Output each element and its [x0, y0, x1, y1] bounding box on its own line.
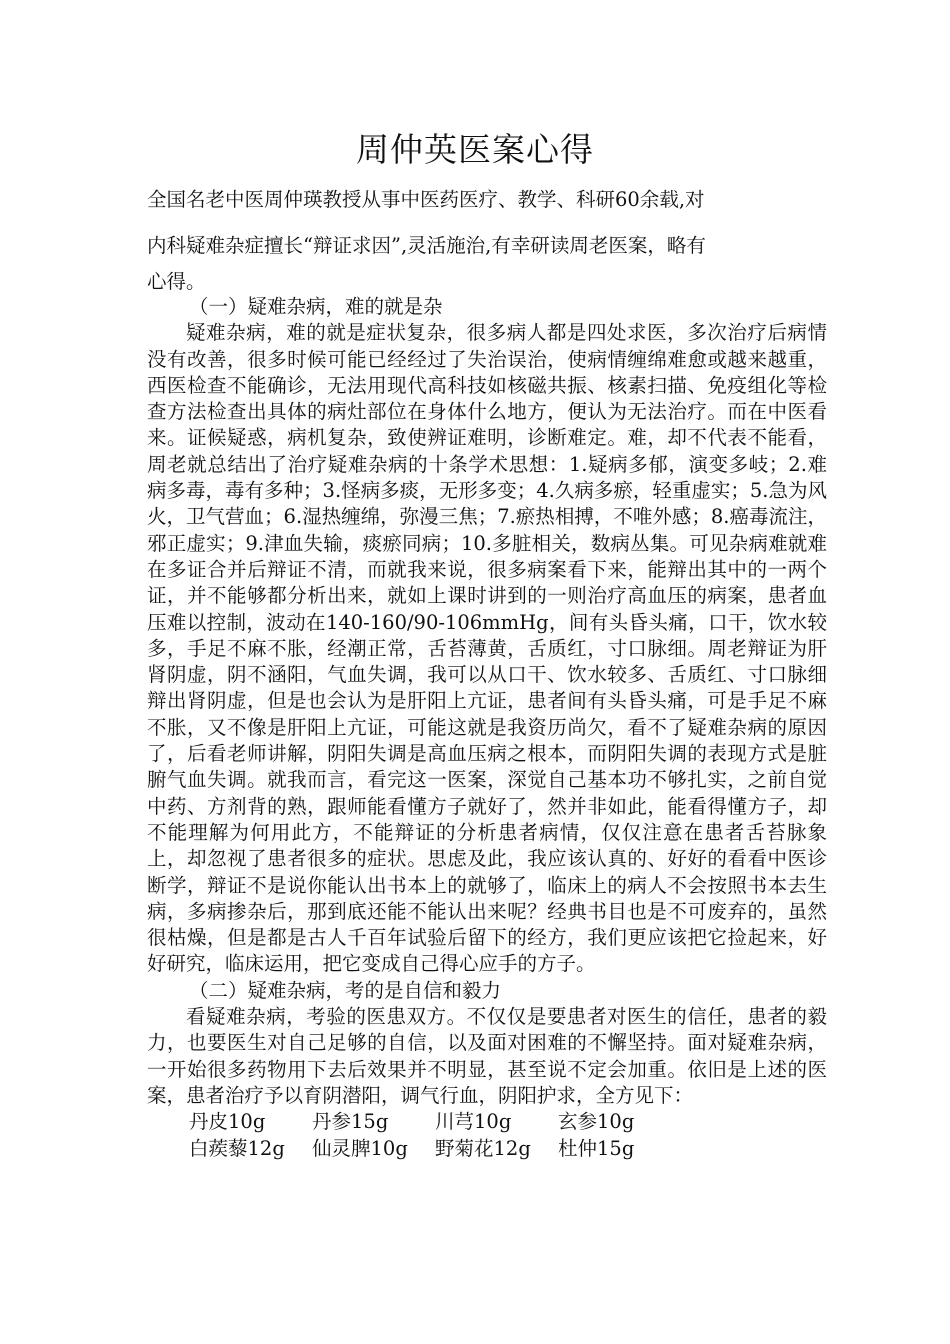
- herb-item: 野菊花12g: [435, 1136, 531, 1160]
- herb-item: 杜仲15g: [558, 1136, 635, 1160]
- intro-line-2: 内科疑难杂症擅长“辩证求因”,灵活施治,有幸研读周老医案，略有: [147, 234, 706, 257]
- herb-item: 丹皮10g: [189, 1110, 266, 1134]
- herb-item: 玄参10g: [558, 1110, 635, 1134]
- document-body: [147, 294, 827, 1162]
- herb-item: 仙灵脾10g: [312, 1136, 408, 1160]
- herb-row: [147, 1109, 827, 1135]
- herb-item: 白蒺藜12g: [189, 1136, 285, 1160]
- herb-row: [147, 1136, 827, 1162]
- section-2-paragraph: 看疑难杂病，考验的医患双方。不仅仅是要患者对医生的信任，患者的毅力，也要医生对自己足够的自信，以及面对困难的不懈坚持。面对疑难杂病，一开始很多药物用下去后效果并不明显，甚至说不定会加重。依旧是上述的医案，患者治疗予以育阴潜阳，调气行血，阴阳护求，全方见下：: [147, 1005, 827, 1107]
- section-1-paragraph: 疑难杂病，难的就是症状复杂，很多病人都是四处求医，多次治疗后病情没有改善，很多时候可能已经经过了失治误治，使病情缠绵难愈或越来越重，西医检查不能确诊，无法用现代高科技如核磁共振、核素扫描、免疫组化等检查方法检查出具体的病灶部位在身体什么地方，便认为无法治疗。而在中医看来。证候疑惑，病机复杂，致使辨证难明，诊断难定。难，却不代表不能看，周老就总结出了治疗疑难杂病的十条学术思想：1.疑病多郁，演变多岐；2.难病多毒，毒有多种；3.怪病多痰，无形多变；4.久病多瘀，轻重虚实；5.急为风火，卫气营血；6.湿热缠绵，弥漫三焦；7.瘀热相搏，不唯外感；8.癌毒流注，邪正虚实；9.津血失输，痰瘀同病；10.多脏相关，数病丛集。可见杂病难就难在多证合并后辩证不清，而就我来说，很多病案看下来，能辩出其中的一两个证，并不能够都分析出来，就如上课时讲到的一则治疗高血压的病案，患者血压难以控制，波动在140-160/90-106mmHg，间有头昏头痛，口干，饮水较多，手足不麻不胀，经潮正常，舌苔薄黄，舌质红，寸口脉细。周老辩证为肝肾阴虚，阴不涵阳，气血失调，我可以从口干、饮水较多、舌质红、寸口脉细辩出肾阴虚，但是也会认为是肝阳上亢证，患者间有头昏头痛，可是手足不麻不胀，又不像是肝阳上亢证，可能这就是我资历尚欠，看不了疑难杂病的原因了，后看老师讲解，阴阳失调是高血压病之根本，而阴阳失调的表现方式是脏腑气血失调。就我而言，看完这一医案，深觉自己基本功不够扎实，之前自觉中药、方剂背的熟，跟师能看懂方子就好了，然并非如此，能看得懂方子，却不能理解为何用此方，不能辩证的分析患者病情，仅仅注意在患者舌苔脉象上，却忽视了患者很多的症状。思虑及此，我应该认真的、好好的看看中医诊断学，辩证不是说你能认出书本上的就够了，临床上的病人不会按照书本去生病，多病掺杂后，那到底还能不能认出来呢？经典书目也是不可废弃的，虽然很枯燥，但是都是古人千百年试验后留下的经方，我们更应该把它捡起来，好好研究，临床运用，把它变成自己得心应手的方子。: [147, 321, 827, 976]
- intro-line-1: 全国名老中医周仲瑛教授从事中医药医疗、教学、科研60余载,对: [147, 188, 705, 211]
- herb-item: 川芎10g: [435, 1110, 512, 1134]
- herb-item: 丹参15g: [312, 1110, 389, 1134]
- document-title: 周仲英医案心得: [356, 130, 594, 169]
- intro-line-3: 心得。: [147, 270, 206, 293]
- section-2-heading: （二）疑难杂病，考的是自信和毅力: [189, 978, 502, 1002]
- section-1-heading: （一）疑难杂病，难的就是杂: [189, 295, 443, 318]
